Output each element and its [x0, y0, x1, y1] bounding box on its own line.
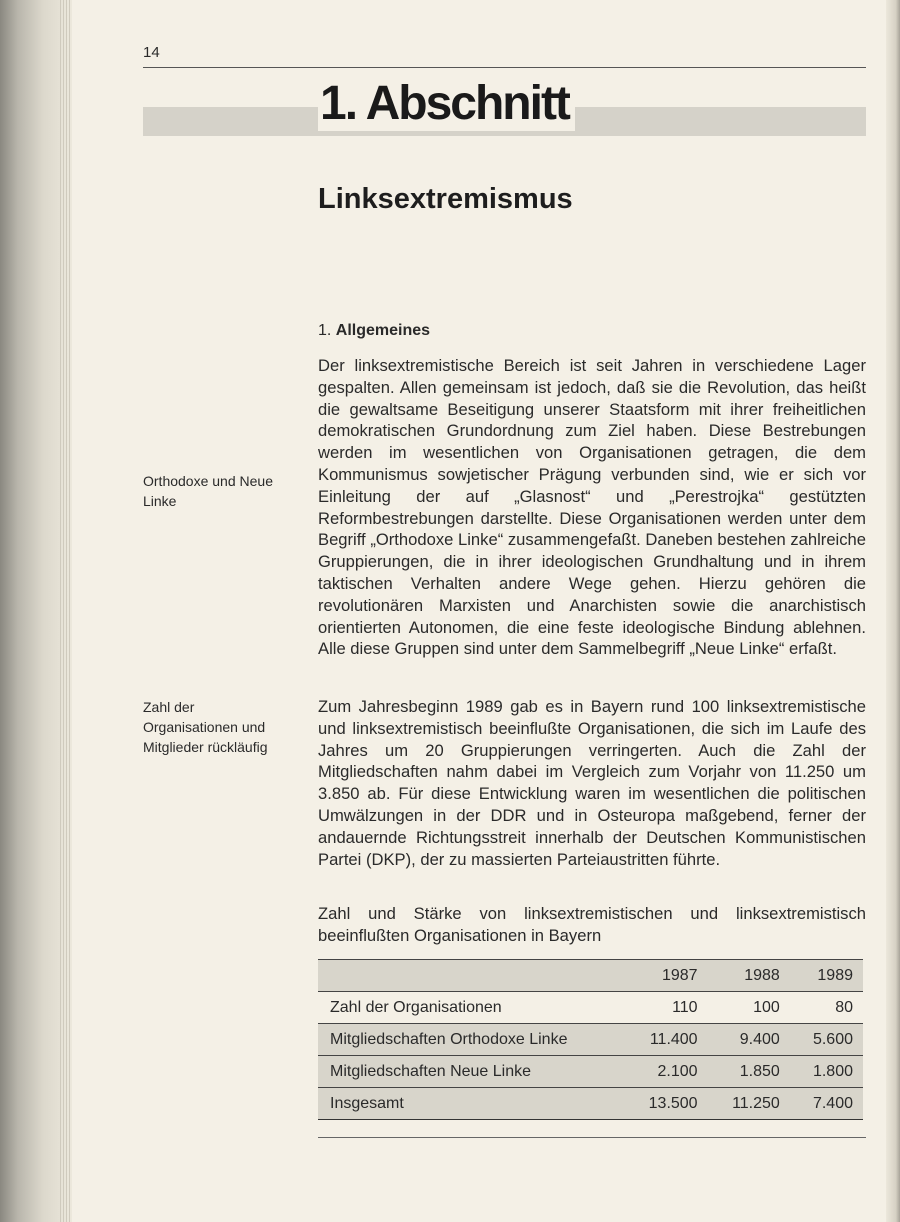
table-cell: 11.400: [624, 1024, 708, 1056]
table-row-label: Mitgliedschaften Neue Linke: [318, 1056, 624, 1088]
table-cell: 100: [753, 998, 780, 1016]
margin-note-orthodoxe: Orthodoxe und Neue Linke: [143, 473, 273, 509]
section-title: Allgemeines: [335, 322, 431, 339]
section-heading: [318, 322, 430, 340]
page-stack-edges: [60, 0, 72, 1222]
paragraph-statistics: Zum Jahresbeginn 1989 gab es in Bayern rund 100 linksextremistische und linksextremistisch beeinflußte Organisationen, die sich im Laufe des Jahres um 20 Gruppierungen verringerten. Auch die Zahl der Mitgliedschaften nahm dabei im Vergleich zum Vorjahr von 11.250 um 3.850 ab. Für diese Entwicklung waren im wesentlichen die politischen Umwälzungen in der DDR und in Osteuropa maßgebend, ferner der andauernde Richtungsstreit innerhalb der Deutschen Kommunistischen Partei (DKP), der zu massierten Parteiaustritten führte.: [318, 697, 866, 869]
header-rule: [143, 67, 866, 68]
table-header-cell: 1989: [790, 960, 863, 992]
table-row-label: Mitgliedschaften Orthodoxe Linke: [318, 1024, 624, 1056]
margin-note-zahl: Zahl der Organisationen und Mitglieder rückläufig: [143, 699, 268, 755]
table-header-cell: 1987: [624, 960, 708, 992]
table-cell: 80: [835, 998, 853, 1016]
paragraph-intro: Der linksextremistische Bereich ist seit Jahren in verschiedene Lager gespalten. Allen gemeinsam ist jedoch, daß sie die Revolution, das heißt die gewaltsame Beseitigung unserer Staatsform mit ihrer freiheitlichen demokratischen Grundordnung zum Ziel haben. Diese Bestrebungen werden im wesentlichen von Organisationen getragen, die dem Kommunismus sowjetischer Prägung verbunden sind, wie er sich vor Einleitung der auf „Glasnost“ und „Perestrojka“ gestützten Reformbestrebungen darstellte. Diese Organisationen werden unter dem Begriff „Orthodoxe Linke“ zusammengefaßt. Daneben bestehen zahlreiche Gruppierungen, die in ihrer ideologischen Grundhaltung und in ihrem taktischen Verhalten andere Wege gehen. Hierzu gehören die revolutionären Marxisten und Anarchisten sowie die anarchistisch orientierten Autonomen, die eine feste ideologische Bindung ablehnen. Alle diese Gruppen sind unter dem Sammelbegriff „Neue Linke“ erfaßt.: [318, 356, 866, 659]
table-cell: 7.400: [790, 1088, 863, 1120]
table-header-row: [318, 960, 863, 992]
right-page-edge: [886, 0, 900, 1222]
table-row: [318, 1056, 863, 1088]
table-row: [318, 1088, 863, 1120]
section-number: 1.: [318, 322, 332, 339]
table-row: [318, 992, 863, 1024]
chapter-title: 1. Abschnitt: [318, 78, 575, 131]
table-header-cell: [318, 960, 624, 992]
table-cell: 9.400: [708, 1024, 790, 1056]
statistics-table: [318, 959, 863, 1120]
table-row-label: Zahl der Organisationen: [330, 998, 502, 1016]
page-number: 14: [143, 44, 160, 61]
table-row: [318, 1024, 863, 1056]
table-row-label: Insgesamt: [318, 1088, 624, 1120]
chapter-subtitle: Linksextremismus: [318, 183, 573, 215]
footer-rule: [318, 1137, 866, 1138]
table-cell: 5.600: [790, 1024, 863, 1056]
table-cell: 110: [672, 998, 698, 1016]
table-cell: 13.500: [624, 1088, 708, 1120]
table-cell: 1.800: [790, 1056, 863, 1088]
table-cell: 1.850: [708, 1056, 790, 1088]
table-cell: 2.100: [624, 1056, 708, 1088]
table-header-cell: 1988: [708, 960, 790, 992]
table-caption: Zahl und Stärke von linksextremistischen und linksextremistisch beeinflußten Organisationen in Bayern: [318, 904, 866, 945]
table-cell: 11.250: [708, 1088, 790, 1120]
